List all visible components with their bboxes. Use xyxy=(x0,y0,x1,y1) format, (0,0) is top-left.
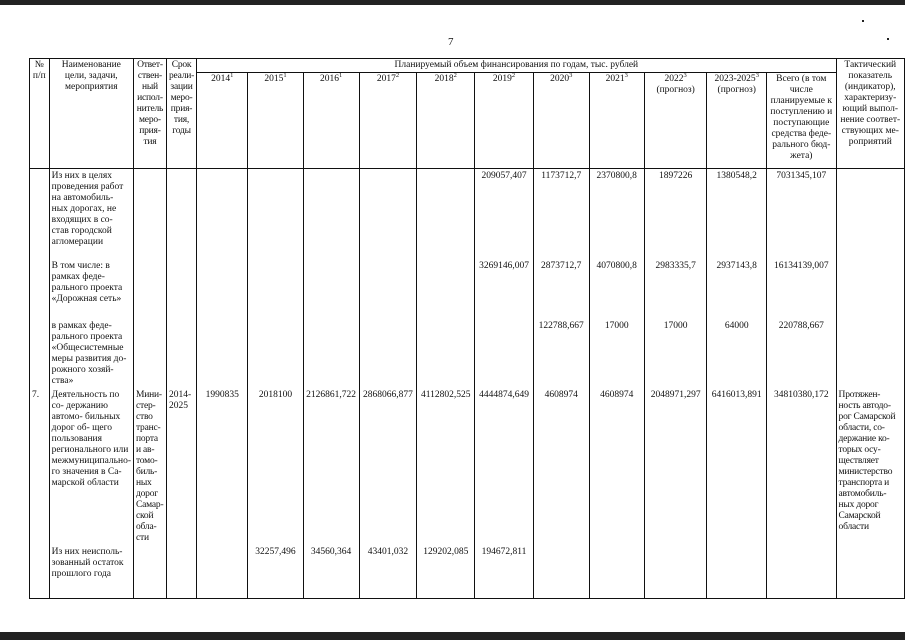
cell-indicator: Протяжен- ность автодо- рог Самарской области, со- держание ко- торых осу- ществляет министерство транспорта и автомобиль- ных дорог Самарской области xyxy=(836,388,904,545)
table-body xyxy=(30,169,905,599)
header-responsible: Ответ- ствен- ный испол- нитель меро- прия- тия xyxy=(133,59,166,169)
cell-term xyxy=(166,259,196,319)
cell-value: 1380548,2 xyxy=(707,169,767,259)
header-indicator: Тактический показатель (индикатор), характеризу- ющий выпол- нение соответ- ствующих ме- роприятий xyxy=(836,59,904,169)
cell-value: 32257,496 xyxy=(248,545,303,599)
cell-value: 4608974 xyxy=(533,388,589,545)
cell-value xyxy=(197,259,248,319)
header-total: Всего (в том числе планируемые к поступлению и поступающие средства феде- рального бюд- жета) xyxy=(767,73,836,169)
cell-term xyxy=(166,169,196,259)
cell-indicator xyxy=(836,545,904,599)
header-financing: Планируемый объем финансирования по годам, тыс. рублей xyxy=(197,59,836,73)
cell-indicator xyxy=(836,259,904,319)
cell-value xyxy=(417,259,475,319)
cell-value: 17000 xyxy=(644,319,707,388)
header-no: № п/п xyxy=(30,59,50,169)
page-number: 7 xyxy=(448,36,454,48)
cell-value: 4608974 xyxy=(589,388,644,545)
table-row xyxy=(30,545,905,599)
cell-value xyxy=(248,169,303,259)
cell-responsible xyxy=(133,259,166,319)
header-year-2014: 2014$^1$ xyxy=(197,73,248,169)
top-border-bar xyxy=(0,0,905,5)
cell-value xyxy=(644,545,707,599)
bottom-border-bar xyxy=(0,632,905,640)
table-row xyxy=(30,169,905,259)
cell-value xyxy=(248,259,303,319)
cell-value: 2018100 xyxy=(248,388,303,545)
header-year-2017: 2017$^2$ xyxy=(359,73,417,169)
cell-value: 1897226 xyxy=(644,169,707,259)
cell-value: 194672,811 xyxy=(475,545,534,599)
scan-dot xyxy=(862,20,864,22)
cell-value xyxy=(303,169,359,259)
table-row xyxy=(30,319,905,388)
cell-total: 34810380,172 xyxy=(767,388,836,545)
cell-total: 16134139,007 xyxy=(767,259,836,319)
cell-value: 3269146,007 xyxy=(475,259,534,319)
cell-indicator xyxy=(836,169,904,259)
cell-value: 4444874,649 xyxy=(475,388,534,545)
cell-value xyxy=(197,169,248,259)
cell-total: 220788,667 xyxy=(767,319,836,388)
cell-term xyxy=(166,319,196,388)
cell-value xyxy=(359,259,417,319)
cell-total xyxy=(767,545,836,599)
cell-value: 2983335,7 xyxy=(644,259,707,319)
header-year-2022: 2022$^3$ (прогноз) xyxy=(644,73,707,169)
cell-value: 129202,085 xyxy=(417,545,475,599)
cell-value xyxy=(417,169,475,259)
cell-indicator xyxy=(836,319,904,388)
cell-name: в рамках феде- рального проекта «Общесистемные меры развития до- рожного хозяй- ства» xyxy=(49,319,133,388)
cell-responsible: Мини- стер- ство транс- порта и ав- томо- биль- ных дорог Самар- ской обла- сти xyxy=(133,388,166,545)
cell-term: 2014- 2025 xyxy=(166,388,196,545)
cell-value xyxy=(475,319,534,388)
cell-value: 4070800,8 xyxy=(589,259,644,319)
cell-value: 17000 xyxy=(589,319,644,388)
cell-name: Деятельность по со- держанию автомо- бильных дорог об- щего пользования регионального или межмуниципально- го значения в Са- марской области xyxy=(49,388,133,545)
cell-value xyxy=(707,545,767,599)
cell-responsible xyxy=(133,545,166,599)
cell-value xyxy=(359,169,417,259)
cell-name: Из них неисполь- зованный остаток прошлого года xyxy=(49,545,133,599)
cell-value: 122788,667 xyxy=(533,319,589,388)
cell-no xyxy=(30,545,50,599)
cell-no xyxy=(30,259,50,319)
scan-dot xyxy=(887,38,889,40)
cell-value: 6416013,891 xyxy=(707,388,767,545)
cell-value xyxy=(589,545,644,599)
cell-value xyxy=(197,545,248,599)
cell-value xyxy=(359,319,417,388)
cell-value: 4112802,525 xyxy=(417,388,475,545)
cell-value: 209057,407 xyxy=(475,169,534,259)
cell-no xyxy=(30,319,50,388)
cell-value: 1990835 xyxy=(197,388,248,545)
table-row xyxy=(30,259,905,319)
header-name: Наименование цели, задачи, мероприятия xyxy=(49,59,133,169)
cell-no xyxy=(30,169,50,259)
header-year-2020: 2020$^3$ xyxy=(533,73,589,169)
cell-total: 7031345,107 xyxy=(767,169,836,259)
cell-responsible xyxy=(133,169,166,259)
cell-value: 43401,032 xyxy=(359,545,417,599)
cell-no: 7. xyxy=(30,388,50,545)
cell-value: 2873712,7 xyxy=(533,259,589,319)
header-year-2023-2025: 2023-2025$^3$ (прогноз) xyxy=(707,73,767,169)
cell-term xyxy=(166,545,196,599)
cell-value: 2370800,8 xyxy=(589,169,644,259)
header-year-2015: 2015$^1$ xyxy=(248,73,303,169)
cell-value: 2126861,722 xyxy=(303,388,359,545)
cell-name: Из них в целях проведения работ на автомобиль- ных дорогах, не входящих в со- став городской агломерации xyxy=(49,169,133,259)
cell-value: 34560,364 xyxy=(303,545,359,599)
cell-name: В том числе: в рамках феде- рального проекта «Дорожная сеть» xyxy=(49,259,133,319)
cell-value: 1173712,7 xyxy=(533,169,589,259)
financing-table xyxy=(29,58,905,599)
cell-responsible xyxy=(133,319,166,388)
cell-value xyxy=(533,545,589,599)
header-year-2016: 2016$^1$ xyxy=(303,73,359,169)
cell-value xyxy=(248,319,303,388)
cell-value xyxy=(417,319,475,388)
header-year-2019: 2019$^2$ xyxy=(475,73,534,169)
cell-value: 2868066,877 xyxy=(359,388,417,545)
cell-value: 2937143,8 xyxy=(707,259,767,319)
cell-value xyxy=(303,319,359,388)
cell-value xyxy=(303,259,359,319)
cell-value: 2048971,297 xyxy=(644,388,707,545)
cell-value xyxy=(197,319,248,388)
header-term: Срок реали- зации меро- прия- тия, годы xyxy=(166,59,196,169)
table-row xyxy=(30,388,905,545)
header-year-2021: 2021$^3$ xyxy=(589,73,644,169)
header-year-2018: 2018$^2$ xyxy=(417,73,475,169)
cell-value: 64000 xyxy=(707,319,767,388)
